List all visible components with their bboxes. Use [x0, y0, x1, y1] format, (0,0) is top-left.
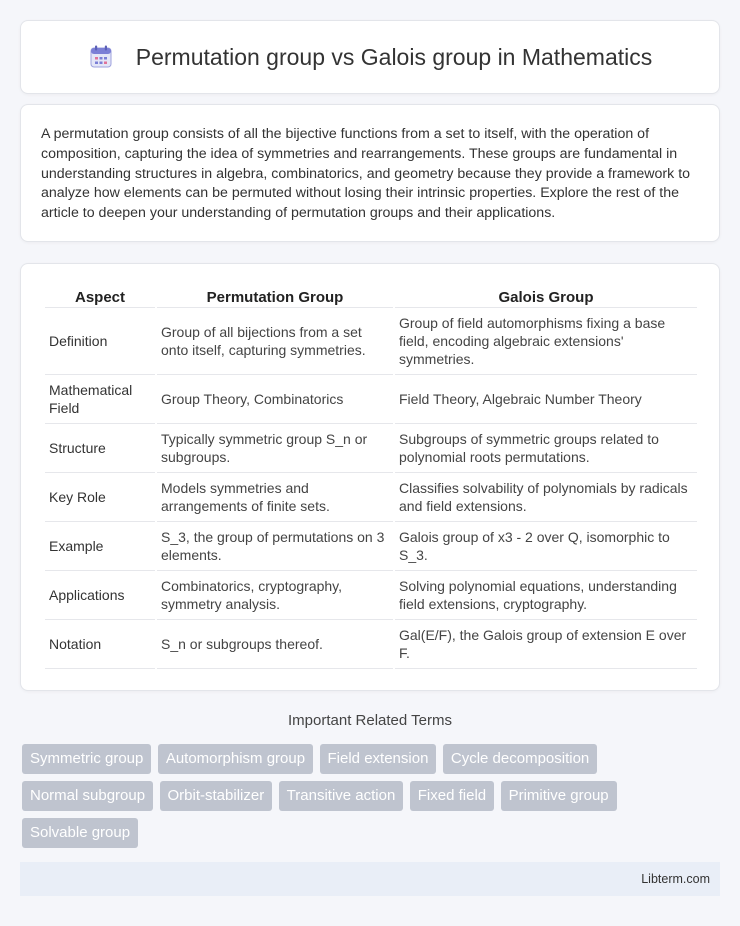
aspect-cell: Key Role — [45, 473, 155, 522]
table-row — [45, 522, 697, 571]
table-header-row — [45, 284, 697, 308]
galois-cell: Classifies solvability of polynomials by radicals and field extensions. — [395, 473, 697, 522]
table-row — [45, 375, 697, 424]
galois-cell: Solving polynomial equations, understanding field extensions, cryptography. — [395, 571, 697, 620]
comparison-table — [43, 284, 699, 669]
column-header-galois-group: Galois Group — [395, 284, 697, 308]
galois-cell: Galois group of x3 - 2 over Q, isomorphic to S_3. — [395, 522, 697, 571]
aspect-cell: Mathematical Field — [45, 375, 155, 424]
intro-card — [20, 104, 720, 242]
aspect-cell: Example — [45, 522, 155, 571]
page-title: Permutation group vs Galois group in Mathematics — [135, 43, 653, 70]
related-terms-list — [22, 744, 722, 855]
footer — [20, 862, 720, 896]
column-header-aspect: Aspect — [45, 284, 155, 308]
permutation-cell: S_3, the group of permutations on 3 elements. — [157, 522, 393, 571]
galois-cell: Group of field automorphisms fixing a base field, encoding algebraic extensions' symmetries. — [395, 308, 697, 375]
permutation-cell: Typically symmetric group S_n or subgroups. — [157, 424, 393, 473]
header-card — [20, 20, 720, 94]
aspect-cell: Applications — [45, 571, 155, 620]
permutation-cell: S_n or subgroups thereof. — [157, 620, 393, 669]
permutation-cell: Group of all bijections from a set onto itself, capturing symmetries. — [157, 308, 393, 375]
term-tag-automorphism-group[interactable]: Automorphism group — [158, 744, 313, 774]
column-header-permutation-group: Permutation Group — [157, 284, 393, 308]
galois-cell: Field Theory, Algebraic Number Theory — [395, 375, 697, 424]
calendar-icon — [88, 44, 114, 70]
term-tag-orbit-stabilizer[interactable]: Orbit-stabilizer — [160, 781, 273, 811]
footer-site-link[interactable]: Libterm.com — [641, 872, 710, 886]
term-tag-primitive-group[interactable]: Primitive group — [501, 781, 617, 811]
term-tag-symmetric-group[interactable]: Symmetric group — [22, 744, 151, 774]
table-row — [45, 308, 697, 375]
term-tag-cycle-decomposition[interactable]: Cycle decomposition — [443, 744, 597, 774]
aspect-cell: Notation — [45, 620, 155, 669]
term-tag-solvable-group[interactable]: Solvable group — [22, 818, 138, 848]
galois-cell: Subgroups of symmetric groups related to polynomial roots permutations. — [395, 424, 697, 473]
permutation-cell: Combinatorics, cryptography, symmetry analysis. — [157, 571, 393, 620]
permutation-cell: Group Theory, Combinatorics — [157, 375, 393, 424]
table-row — [45, 424, 697, 473]
term-tag-transitive-action[interactable]: Transitive action — [279, 781, 404, 811]
term-tag-field-extension[interactable]: Field extension — [320, 744, 437, 774]
table-row — [45, 620, 697, 669]
intro-paragraph: A permutation group consists of all the bijective functions from a set to itself, with the operation of composition, capturing the idea of symmetries and rearrangements. These groups are fundamental in understanding structures in algebra, combinatorics, and geometry because they provide a framework to analyze how elements can be permuted without losing their intrinsic properties. Explore the rest of the article to deepen your understanding of permutation groups and their applications. — [41, 126, 691, 222]
related-terms-title: Important Related Terms — [288, 712, 452, 729]
aspect-cell: Structure — [45, 424, 155, 473]
permutation-cell: Models symmetries and arrangements of finite sets. — [157, 473, 393, 522]
comparison-table-card — [20, 263, 720, 691]
term-tag-fixed-field[interactable]: Fixed field — [410, 781, 494, 811]
table-row — [45, 571, 697, 620]
table-row — [45, 473, 697, 522]
galois-cell: Gal(E/F), the Galois group of extension E over F. — [395, 620, 697, 669]
term-tag-normal-subgroup[interactable]: Normal subgroup — [22, 781, 153, 811]
aspect-cell: Definition — [45, 308, 155, 375]
